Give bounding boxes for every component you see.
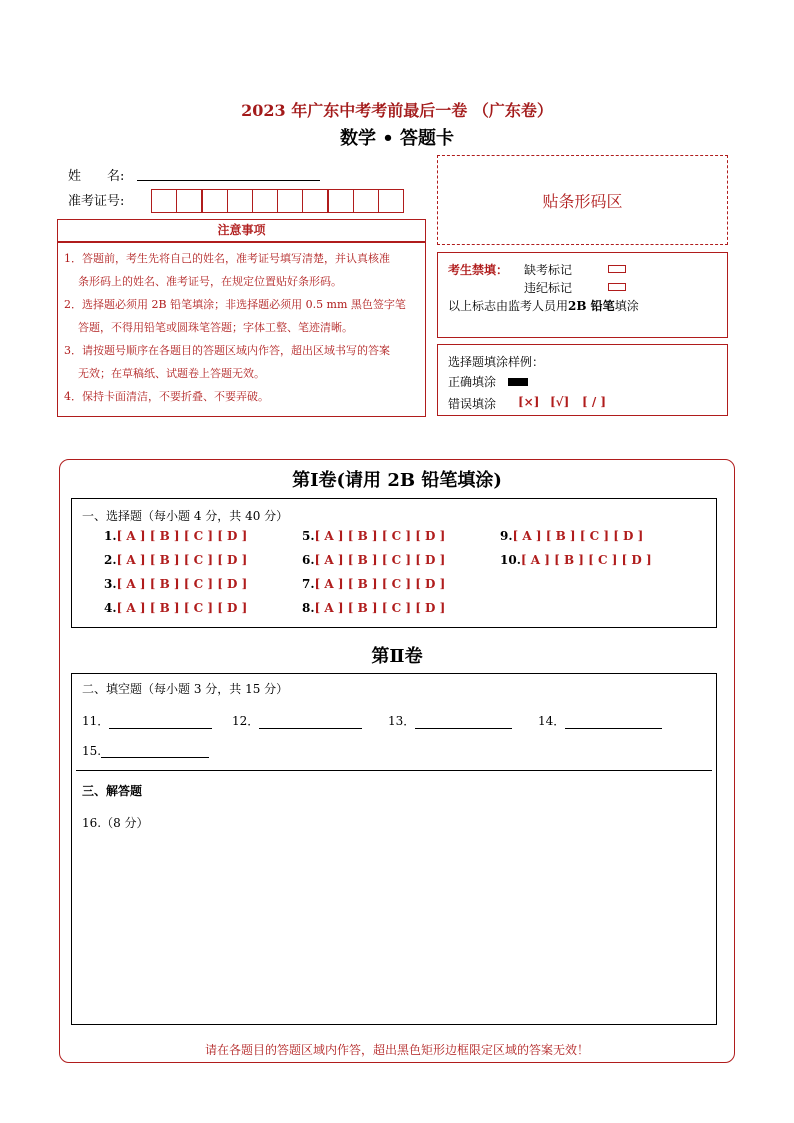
exam-id-box[interactable] (201, 189, 227, 213)
solve-heading: 三、解答题 (82, 784, 143, 798)
exam-id-box[interactable] (327, 189, 353, 213)
absent-box (437, 252, 728, 338)
notes-box (57, 242, 426, 417)
note-item: 3．请按题号顺序在各题目的答题区域内作答，超出区域书写的答案 无效；在草稿纸、试题卷上答题无效。 (64, 344, 390, 380)
note-item: 1．答题前，考生先将自己的姓名，准考证号填写清楚，并认真核准 条形码上的姓名、准考证号，在规定位置贴好条形码。 (64, 252, 390, 288)
barcode-area (437, 155, 728, 245)
notes-header: 注意事项 (57, 219, 426, 242)
barcode-label: 贴条形码区 (542, 191, 623, 211)
wrong-mark: [×] (518, 395, 540, 409)
page-subtitle: 数学 • 答题卡 (339, 128, 455, 149)
correct-fill-label: 正确填涂 (448, 375, 497, 389)
exam-id-box[interactable] (302, 189, 328, 213)
exam-id-box[interactable] (151, 189, 177, 213)
exam-id-box[interactable] (277, 189, 303, 213)
mc-question[interactable]: 10.[ A ] [ B ] [ C ] [ D ] (500, 553, 652, 567)
absent-label: 考生禁填： (448, 263, 509, 277)
question-16-label: 16.（8 分） (82, 816, 149, 830)
exam-id-box[interactable] (176, 189, 202, 213)
question-16-answer-area[interactable] (82, 834, 702, 1014)
violation-label: 违纪标记 (524, 281, 573, 295)
mc-heading: 一、选择题（每小题 4 分，共 40 分） (82, 509, 289, 523)
mc-question[interactable]: 1.[ A ] [ B ] [ C ] [ D ] (104, 529, 248, 543)
mc-question[interactable]: 2.[ A ] [ B ] [ C ] [ D ] (104, 553, 248, 567)
fill-item[interactable]: 15. (82, 744, 209, 758)
section-divider (76, 770, 712, 771)
mc-question[interactable]: 5.[ A ] [ B ] [ C ] [ D ] (302, 529, 446, 543)
name-label: 姓 名: (68, 169, 125, 184)
fill-item[interactable]: 12． (232, 712, 362, 729)
footer-note: 请在各题目的答题区域内作答，超出黑色矩形边框限定区域的答案无效！ (204, 1043, 589, 1057)
wrong-fill-label: 错误填涂 (448, 397, 497, 411)
fill-sample-box (437, 344, 728, 416)
exam-id-box[interactable] (252, 189, 278, 213)
fill-item[interactable]: 13． (388, 712, 512, 729)
mc-question[interactable]: 7.[ A ] [ B ] [ C ] [ D ] (302, 577, 446, 591)
part1-title: 第Ⅰ卷(请用 2B 铅笔填涂) (292, 470, 502, 491)
missing-mark-box[interactable] (608, 265, 626, 273)
name-field[interactable] (137, 180, 320, 181)
multiple-choice-box (71, 498, 717, 628)
part2-title: 第Ⅱ卷 (371, 646, 423, 667)
fill-heading: 二、填空题（每小题 3 分，共 15 分） (82, 682, 289, 696)
exam-id-label: 准考证号: (68, 194, 125, 209)
mc-question[interactable]: 3.[ A ] [ B ] [ C ] [ D ] (104, 577, 248, 591)
correct-fill-sample (508, 378, 528, 386)
fill-item[interactable]: 14． (538, 712, 662, 729)
exam-id-box[interactable] (353, 189, 379, 213)
mc-question[interactable]: 6.[ A ] [ B ] [ C ] [ D ] (302, 553, 446, 567)
note-item: 4．保持卡面清洁，不要折叠、不要弄破。 (64, 390, 269, 403)
mc-question[interactable]: 8.[ A ] [ B ] [ C ] [ D ] (302, 601, 446, 615)
sample-title: 选择题填涂样例： (448, 355, 545, 369)
exam-id-box[interactable] (227, 189, 253, 213)
missing-label: 缺考标记 (524, 263, 573, 277)
mc-question[interactable]: 9.[ A ] [ B ] [ C ] [ D ] (500, 529, 644, 543)
page-title: 2023 年广东中考考前最后一卷 （广东卷） (241, 101, 553, 120)
wrong-mark: [√] (550, 395, 570, 409)
part2-box (71, 673, 717, 1025)
fill-item[interactable]: 11． (82, 712, 212, 729)
wrong-mark: [ / ] (582, 395, 607, 409)
absent-note: 以上标志由监考人员用2B 铅笔填涂 (448, 299, 639, 313)
mc-question[interactable]: 4.[ A ] [ B ] [ C ] [ D ] (104, 601, 248, 615)
note-item: 2．选择题必须用 2B 铅笔填涂；非选择题必须用 0.5 mm 黑色签字笔 答题，不得用铅笔或圆珠笔答题；字体工整、笔迹清晰。 (64, 298, 406, 334)
exam-id-boxes[interactable] (151, 189, 403, 213)
violation-mark-box[interactable] (608, 283, 626, 291)
exam-id-box[interactable] (378, 189, 404, 213)
